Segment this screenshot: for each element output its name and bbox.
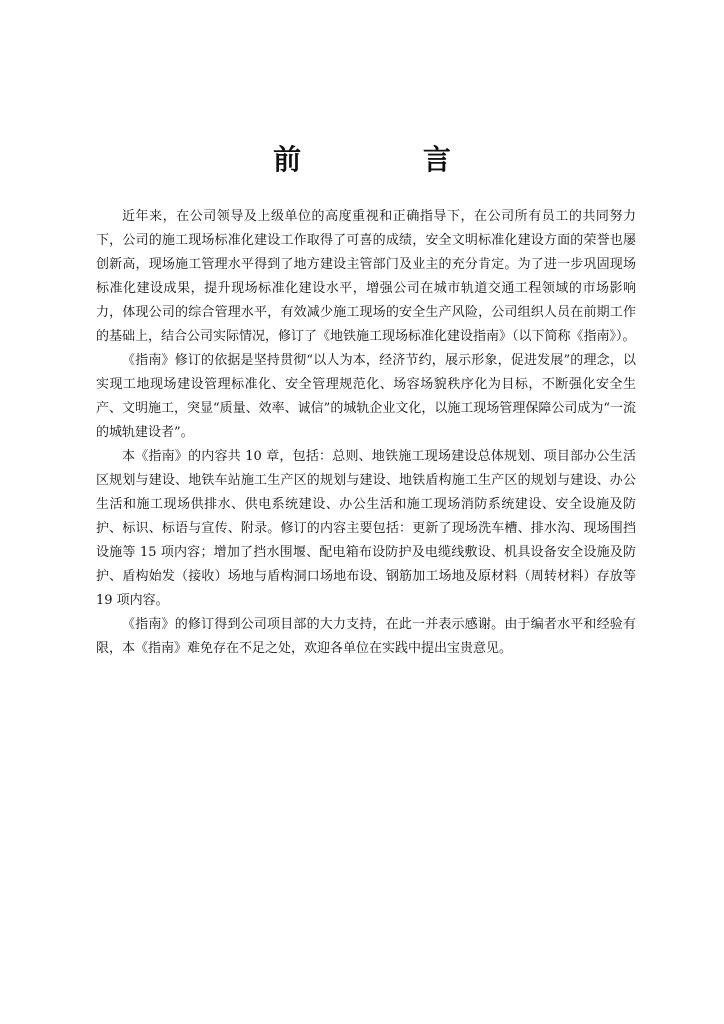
preface-body — [96, 205, 636, 661]
paragraph-4: 《指南》的修订得到公司项目部的大力支持，在此一并表示感谢。由于编者水平和经验有限，本《指南》难免存在不足之处，欢迎各单位在实践中提出宝贵意见。 — [96, 617, 636, 656]
page-title: 前 言 — [273, 143, 507, 176]
paragraph-2: 《指南》修订的依据是坚持贯彻“以人为本，经济节约，展示形象，促进发展”的理念，以实现工地现场建设管理标准化、安全管理规范化、场容场貌秩序化为目标，不断强化安全生产、文明施工，突显“质量、效率、诚信”的城轨企业文化，以施工现场管理保障公司成为“一流的城轨建设者”。 — [96, 353, 636, 440]
paragraph-1: 近年来，在公司领导及上级单位的高度重视和正确指导下，在公司所有员工的共同努力下，公司的施工现场标准化建设工作取得了可喜的成绩，安全文明标准化建设方面的荣誉也屡创新高，现场施工管理水平得到了地方建设主管部门及业主的充分肯定。为了进一步巩固现场标准化建设成果，提升现场标准化建设水平，增强公司在城市轨道交通工程领域的市场影响力，体现公司的综合管理水平，有效减少施工现场的安全生产风险，公司组织人员在前期工作的基础上，结合公司实际情况，修订了《地铁施工现场标准化建设指南》（以下简称《指南》）。 — [96, 209, 636, 344]
paragraph-3: 本《指南》的内容共 10 章，包括：总则、地铁施工现场建设总体规划、项目部办公生活区规划与建设、地铁车站施工生产区的规划与建设、地铁盾构施工生产区的规划与建设、办公生活和施工现场供排水、供电系统建设、办公生活和施工现场消防系统建设、安全设施及防护、标识、标语与宣传、附录。修订的内容主要包括：更新了现场洗车槽、排水沟、现场围挡设施等 15 项内容；增加了挡水围堰、配电箱布设防护及电缆线敷设、机具设备安全设施及防护、盾构始发（接收）场地与盾构洞口场地布设、钢筋加工场地及原材料（周转材料）存放等 19 项内容。 — [96, 449, 636, 608]
